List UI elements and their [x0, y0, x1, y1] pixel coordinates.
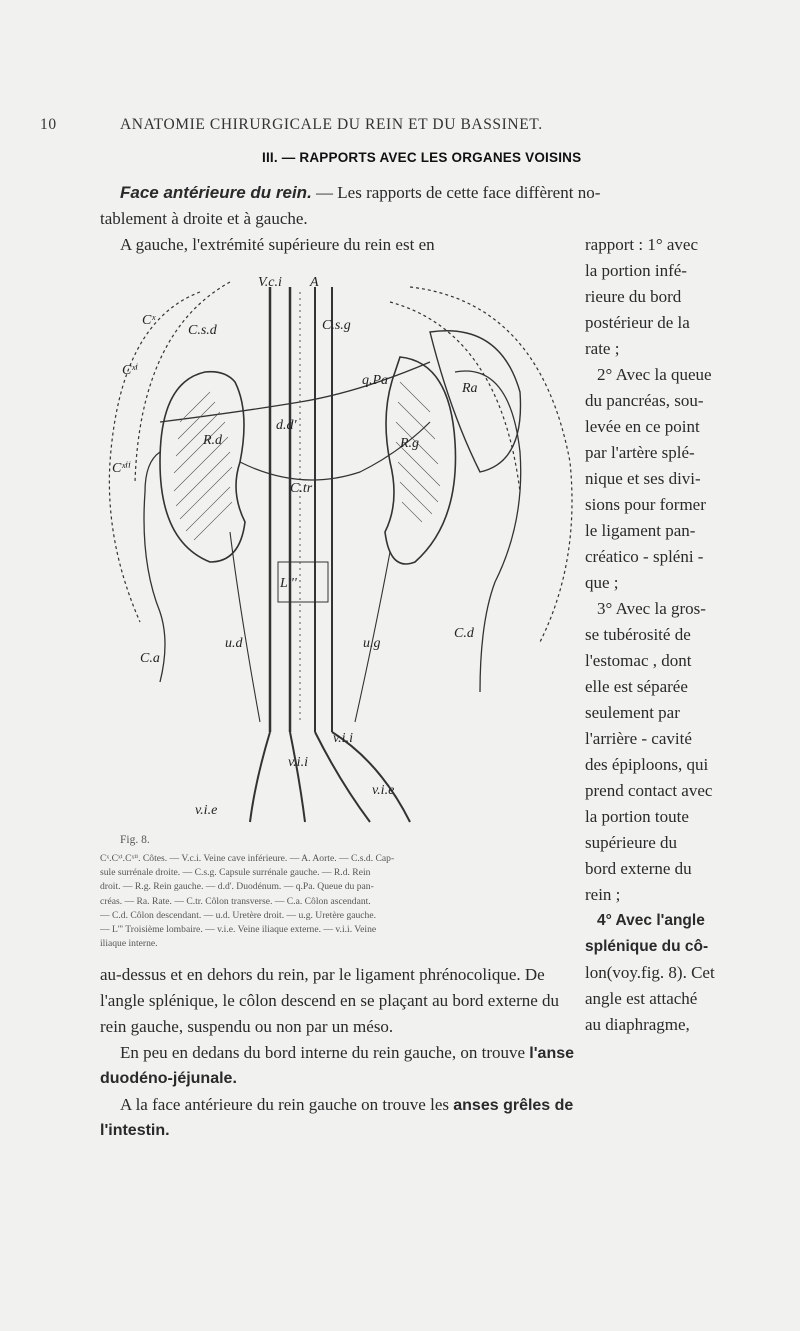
- cont-line-6a: A la face antérieure du rein gauche on trouve les: [120, 1095, 454, 1114]
- label-qpa: q.Pa: [362, 373, 389, 388]
- legend-line: iliaque interne.: [100, 938, 158, 950]
- running-title: ANATOMIE CHIRURGICALE DU REIN ET DU BASSINET.: [120, 116, 543, 133]
- vena-cava: [270, 287, 290, 732]
- label-ra: Ra: [462, 381, 478, 396]
- legend-line: Cˣ.Cˣⁱ.Cˣⁱⁱ. Côtes. — V.c.i. Veine cave inférieure. — A. Aorte. — C.s.d. Cap-: [100, 853, 395, 864]
- legend-line: — C.d. Côlon descendant. — u.d. Uretère droit. — u.g. Uretère gauche.: [100, 909, 377, 921]
- label-vie-right: v.i.e: [372, 783, 395, 798]
- right-column-line: la portion toute: [585, 807, 689, 826]
- cont-line-1: au-dessus et en dehors du rein, par le ligament phrénocolique. De: [100, 965, 545, 984]
- cont-line-7: l'intestin.: [100, 1122, 170, 1139]
- left-kidney-hatch: [396, 382, 440, 522]
- right-column-line: rapport : 1° avec: [585, 235, 698, 254]
- duodenum-pancreas: [240, 422, 430, 480]
- label-csd: C.s.d: [188, 323, 217, 338]
- right-column-line: au diaphragme,: [585, 1015, 690, 1034]
- label-cxii: Cˣⁱⁱ: [112, 461, 131, 476]
- right-column-line: sions pour former: [585, 495, 706, 514]
- right-ureter: [230, 532, 260, 722]
- right-column-line: rieure du bord: [585, 287, 682, 306]
- label-cxi: Cˣⁱ: [122, 363, 139, 378]
- intro-text-1: — Les rapports de cette face diffèrent no-: [311, 183, 601, 202]
- label-ug: u.g: [363, 636, 381, 651]
- descending-colon: [455, 371, 521, 692]
- right-column-text: [585, 232, 785, 1038]
- label-ud: u.d: [225, 636, 243, 651]
- section-title: III. — RAPPORTS AVEC LES ORGANES VOISINS: [262, 150, 582, 165]
- label-ca: C.a: [140, 651, 160, 666]
- figure-8-anatomy: [100, 262, 580, 832]
- label-vii-right: v.i.i: [333, 731, 353, 746]
- label-aorta: A: [310, 275, 319, 290]
- right-column-line: angle est attaché: [585, 989, 698, 1008]
- label-ctr: C.tr: [290, 481, 313, 496]
- label-l3: L''': [280, 576, 297, 591]
- right-column-line: prend contact avec: [585, 781, 713, 800]
- label-cx: Cˣ: [142, 313, 156, 328]
- intro-heading: Face antérieure du rein.: [120, 183, 312, 202]
- cont-line-6b: anses grêles de: [453, 1097, 574, 1114]
- cont-line-3: rein gauche, suspendu ou non par un méso.: [100, 1017, 394, 1036]
- right-column-line: 4° Avec l'angle: [597, 912, 705, 929]
- cont-line-4b: l'anse: [529, 1045, 575, 1062]
- legend-line: créas. — Ra. Rate. — C.tr. Côlon transverse. — C.a. Côlon ascendant.: [100, 895, 371, 907]
- right-column-line: créatico - spléni -: [585, 547, 704, 566]
- legend-line: — L''' Troisième lombaire. — v.i.e. Veine iliaque externe. — v.i.i. Veine: [100, 924, 377, 936]
- right-column-line: seulement par: [585, 703, 680, 722]
- figure-caption: Fig. 8.: [120, 834, 150, 846]
- legend-line: sule surrénale droite. — C.s.g. Capsule surrénale gauche. — R.d. Rein: [100, 867, 371, 879]
- rib-left-inner: [135, 282, 230, 482]
- legend-line: droit. — R.g. Rein gauche. — d.d'. Duodénum. — q.Pa. Queue du pan-: [100, 881, 374, 893]
- label-cd: C.d: [454, 626, 474, 641]
- intro-line-1: [120, 180, 600, 206]
- label-dd: d.d': [276, 418, 297, 433]
- right-column-line: du pancréas, sou-: [585, 391, 704, 410]
- right-column-line: supérieure du: [585, 833, 678, 852]
- right-column-line: postérieur de la: [585, 313, 690, 332]
- aorta: [315, 287, 332, 732]
- iliac-veins-right: [315, 732, 410, 822]
- right-column-line: rein ;: [585, 885, 621, 904]
- right-column-line: se tubérosité de: [585, 625, 691, 644]
- cont-line-2: l'angle splénique, le côlon descend en se plaçant au bord externe du: [100, 991, 560, 1010]
- intro-line-2: tablement à droite et à gauche.: [100, 209, 308, 228]
- right-column-line: splénique du cô-: [585, 938, 709, 955]
- right-column-line: nique et ses divi-: [585, 469, 701, 488]
- page-number: 10: [40, 116, 57, 133]
- right-column-line: elle est séparée: [585, 677, 688, 696]
- right-column-line: bord externe du: [585, 859, 692, 878]
- figure-legend: [100, 852, 575, 951]
- label-csg: C.s.g: [322, 318, 351, 333]
- label-vii-left: v.i.i: [288, 755, 308, 770]
- left-kidney-outline: [385, 357, 456, 564]
- right-column-line: levée en ce point: [585, 417, 700, 436]
- label-vci: V.c.i: [258, 275, 282, 290]
- right-column-line: des épiploons, qui: [585, 755, 709, 774]
- right-column-line: 2° Avec la queue: [597, 365, 712, 384]
- label-vie-left: v.i.e: [195, 803, 218, 818]
- cont-line-5: duodéno-jéjunale.: [100, 1070, 237, 1087]
- right-column-line: l'arrière - cavité: [585, 729, 692, 748]
- rib-right-dashed: [410, 287, 572, 642]
- intro-line-3: A gauche, l'extrémité supérieure du rein est en: [120, 235, 435, 254]
- right-column-line: l'estomac , dont: [585, 651, 692, 670]
- right-column-line: par l'artère splé-: [585, 443, 695, 462]
- cont-line-4a: En peu en dedans du bord interne du rein gauche, on trouve: [120, 1043, 530, 1062]
- right-kidney-outline: [160, 372, 245, 562]
- right-column-line: 3° Avec la gros-: [597, 599, 706, 618]
- right-column-line: que ;: [585, 573, 619, 592]
- label-rg: R.g: [400, 436, 420, 451]
- label-rd: R.d: [203, 433, 223, 448]
- iliac-veins-left: [250, 732, 305, 822]
- right-column-line: la portion infé-: [585, 261, 687, 280]
- right-column-line: le ligament pan-: [585, 521, 696, 540]
- right-column-line: rate ;: [585, 339, 620, 358]
- right-column-line: lon(voy.fig. 8). Cet: [585, 963, 715, 982]
- cont-line-6: [120, 1092, 573, 1119]
- cont-line-4: [120, 1040, 574, 1067]
